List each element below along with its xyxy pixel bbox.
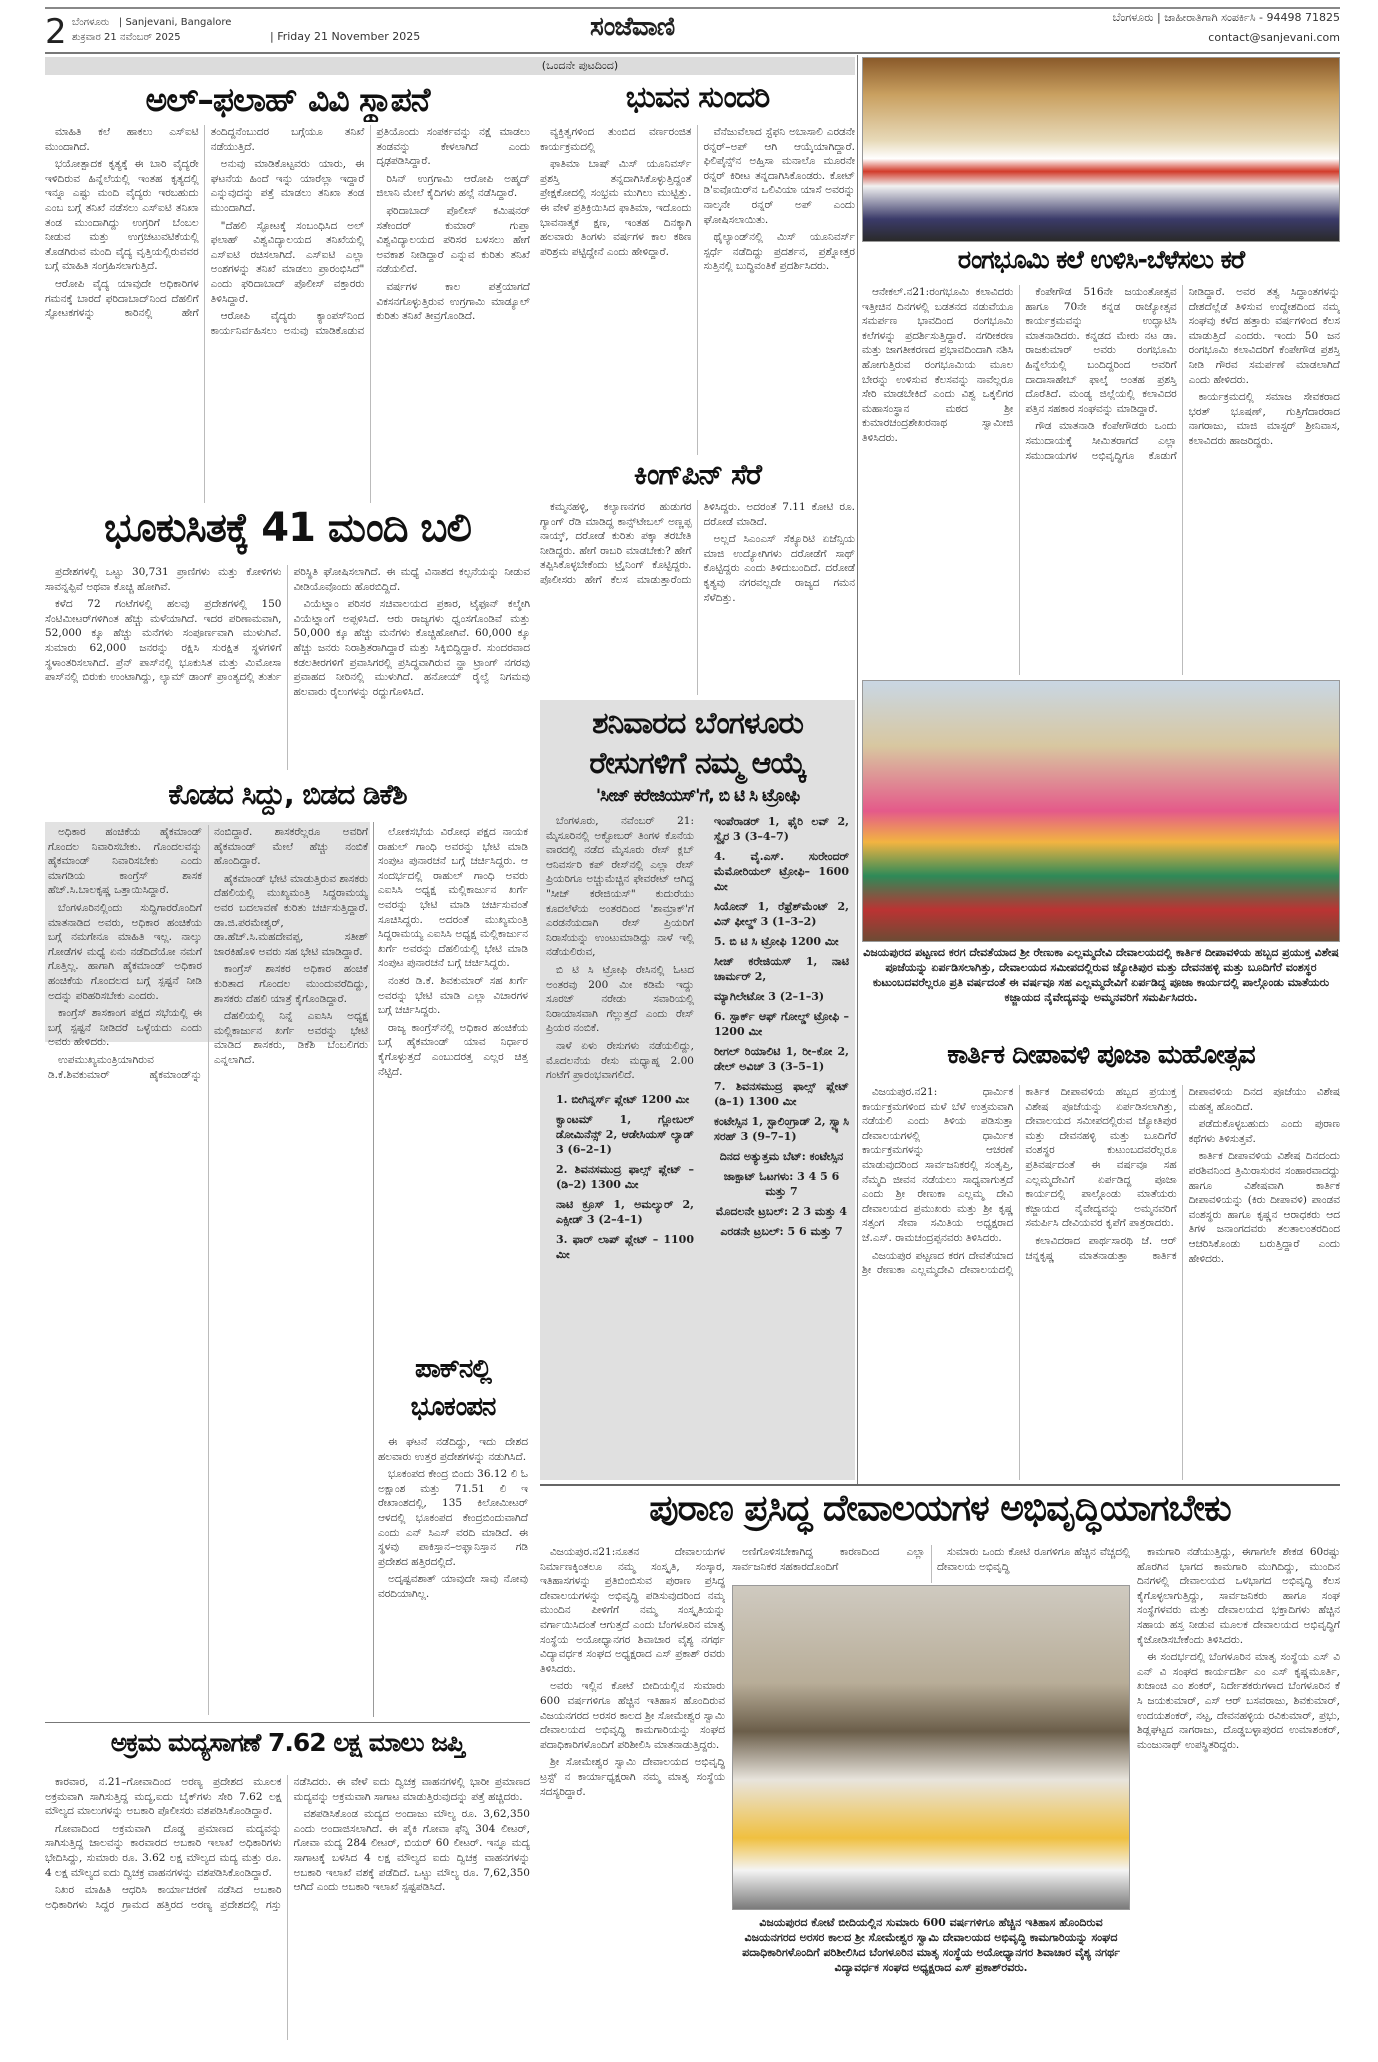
- paragraph: ದೆಹಲಿಯಲ್ಲಿ ನಿನ್ನೆ ಎಐಸಿಸಿ ಅಧ್ಯಕ್ಷ ಮಲ್ಲಿಕಾರ್ಜುನ ಖರ್ಗೆ ಅವರನ್ನು ಭೇಟಿ ಮಾಡಿದ ಶಾಸಕರು, ಡಿಕೆಶಿ ಬೆಂಬಲಿಗರು ಎನ್ನಲಾಗಿದೆ.: [214, 1010, 368, 1066]
- edition: | Sanjevani, Bangalore: [118, 17, 232, 28]
- divider: [373, 822, 374, 1717]
- paragraph: ವಿಜಯಪುರ.ನ21: ಧಾರ್ಮಿಕ ಕಾರ್ಯಕ್ರಮಗಳಿಂದ ಮಳೆ ಬೆಳೆ ಉತ್ತಮವಾಗಿ ನಡೆಯಲಿ ಎಂದು ತಿಳಿಯ ಪಡಿಸುತ್ತಾ ದೇವಾಲಯಗಳಲ್ಲಿ ಧಾರ್ಮಿಕ ಕಾರ್ಯಕ್ರಮಗಳನ್ನು ಆಚರಣೆ ಮಾಡುವುದರಿಂದ ಸಾರ್ವಜನಿಕರಲ್ಲಿ ಸಂತೃಪ್ತಿ, ನೆಮ್ಮದಿ ಜೀವನ ನಡೆಯಲು ಸಾಧ್ಯವಾಗುತ್ತದೆ ಎಂದು ಶ್ರೀ ರೇಣುಕಾ ಎಲ್ಲಮ್ಮ ದೇವಿ ದೇವಾಲಯದ ಪ್ರಮುಖರು ಮತ್ತು ಶ್ರೀ ಕೃಷ್ಣ ಸತ್ಸಂಗ ಸೇವಾ ಸಮಿತಿಯ ಅಧ್ಯಕ್ಷರಾದ ಜೆ.ಎಸ್. ರಾಮಚಂದ್ರಪ್ಪನವರು ತಿಳಿಸಿದರು.: [862, 1086, 1014, 1244]
- paragraph: ಇಂಪೆರಾಡರ್ 1, ಫೈರಿ ಲವ್ 2, ಸ್ವೈರ 3 (3–4–7): [714, 815, 849, 843]
- paragraph: ಮೊದಲನೇ ಟ್ರಬಲ್: 2 3 ಮತ್ತು 4: [715, 1205, 848, 1218]
- paragraph: ಆರೋಪಿ ವೈದ್ಯರು ಕ್ಯಾಂಪಸ್‌ನಿಂದ ಕಾರ್ಯನಿರ್ವಹಿಸಲು ಅನುವು ಮಾಡಿಕೊಡುವ ಪ್ರತಿಯೊಂದು ಸಂಪರ್ಕವನ್ನು ನಕ್ಷೆ ಮಾಡಲು ತಂಡವನ್ನು ಕೇಳಲಾಗಿದೆ ಎಂದು ದೃಢಪಡಿಸಿದ್ದಾರೆ.: [210, 126, 530, 337]
- article-bhukusita-body: [45, 565, 530, 770]
- paragraph: ಥೈಲ್ಯಾಂಡ್‌ನಲ್ಲಿ ಮಿಸ್ ಯೂನಿವರ್ಸ್ ಸ್ಪರ್ಧೆ ನಡೆದಿದ್ದು ಪ್ರದರ್ಶನ, ಪ್ರಶ್ನೋತ್ತರ ಸುತ್ತಿನಲ್ಲಿ ಬುದ್ಧಿವಂತಿಕೆ ಪ್ರದರ್ಶಿಸಿದರು.: [703, 231, 855, 273]
- paragraph: ನಾಳೆ ಏಳು ರೇಸುಗಳು ನಡೆಯಲಿದ್ದು, ಮೊದಲನೆಯ ರೇಸು ಮಧ್ಯಾಹ್ನ 2.00 ಗಂಟೆಗೆ ಪ್ರಾರಂಭವಾಗಲಿದೆ.: [546, 1039, 694, 1082]
- race-subhead: 'ಸೀಜ್ ಕರೇಜಿಯಸ್'ಗೆ, ಬಿ ಟಿ ಸಿ ಟ್ರೋಫಿ: [595, 786, 800, 806]
- paragraph: 2. ಶಿವನಸಮುದ್ರ ಫಾಲ್ಸ್ ಪ್ಲೇಟ್ –(ಡಿ–2) 1300 ಮೀ: [556, 1162, 694, 1191]
- paragraph: ಅವರು ಇಲ್ಲಿನ ಕೋಟೆ ಬೀದಿಯಲ್ಲಿನ ಸುಮಾರು 600 ವರ್ಷಗಳಿಗೂ ಹೆಚ್ಚಿನ ಇತಿಹಾಸ ಹೊಂದಿರುವ ವಿಜಯನಗರದ ಅರಸರ ಕಾಲದ ಶ್ರೀ ಸೋಮೇಶ್ವರ ಸ್ವಾಮಿ ದೇವಾಲಯದ ಅಭಿವೃದ್ಧಿ ಕಾಮಗಾರಿಯನ್ನು ಸಂಘದ ಪದಾಧಿಕಾರಿಗಳೊಂದಿಗೆ ಪರಿಶೀಲಿಸಿ ಮಾತನಾಡುತ್ತಿದ್ದರು.: [540, 1680, 725, 1751]
- photo-caption-pooja: ವಿಜಯಪುರದ ಪಟ್ಟಣದ ಕರಗ ದೇವತೆಯಾದ ಶ್ರೀ ರೇಣುಕಾ ಎಲ್ಲಮ್ಮದೇವಿ ದೇವಾಲಯದಲ್ಲಿ ಕಾರ್ತಿಕ ದೀಪಾವಳಿಯ ಹಬ್ಬದ ಪ್ರಯುಕ್ತ ವಿಶೇಷ ಪೂಜೆಯನ್ನು ಏರ್ಪಡಿಸಲಾಗಿತ್ತು, ದೇವಾಲಯದ ಸಮೀಪದಲ್ಲಿರುವ ಜ್ಯೋತಿಪುರ ಮತ್ತು ದೇವನಹಳ್ಳಿ ಮತ್ತು ಬೂದಿಗೆರೆ ವಂಶಸ್ಥರ ಕುಟುಂಬದವರೆಲ್ಲರೂ ಪ್ರತಿ ವರ್ಷದಂತೆ ಈ ವರ್ಷವೂ ಸಹ ಎಲ್ಲಮ್ಮದೇವಿಗೆ ಏರ್ಪಡಿದ್ದ ಪೂಜಾ ಕಾರ್ಯದಲ್ಲಿ ಪಾಲ್ಗೊಂಡು ಮಾತೆಯರು ಕಜ್ಜಾಯದ ನೈವೇದ್ಯವನ್ನು ಅಮ್ಮನವರಿಗೆ ಸಮರ್ಪಿಸಿದರು.: [863, 946, 1339, 1004]
- header-contact: [1000, 8, 1340, 48]
- article-karthika-body: [862, 1085, 1340, 1480]
- headline-karthika: ಕಾರ್ತಿಕ ದೀಪಾವಳಿ ಪೂಜಾ ಮಹೋತ್ಸವ: [947, 1040, 1255, 1070]
- masthead-logo: ಸಂಜೆವಾಣಿ: [590, 12, 675, 42]
- paragraph: ಕಾಮಗಾರಿ ನಡೆಯುತ್ತಿದ್ದು, ಈಗಾಗಲೇ ಶೇಕಡ 60ರಷ್ಟು ಹೊರಗಿನ ಭಾಗದ ಕಾಮಗಾರಿ ಮುಗಿದಿದ್ದು, ಮುಂದಿನ ದಿನಗಳಲ್ಲಿ ದೇವಾಲಯದ ಒಳಭಾಗದ ಅಭಿವೃದ್ಧಿ ಕೆಲಸ ಕೈಗೊಳ್ಳಲಾಗುತ್ತಿದ್ದು, ಸಾರ್ವಜನಿಕರು ಹಾಗೂ ಸಂಘ ಸಂಸ್ಥೆಗಳವರು ಮತ್ತು ದೇವಾಲಯದ ಭಕ್ತಾದಿಗಳು ಹೆಚ್ಚಿನ ಸಹಾಯ ಹಸ್ತ ನೀಡುವ ಮೂಲಕ ದೇವಾಲಯದ ಅಭಿವೃದ್ಧಿಗೆ ಕೈಜೋಡಿಸಬೇಕೆಂದು ತಿಳಿಸಿದರು.: [1137, 1546, 1340, 1646]
- paragraph: ಆನೇಕಲ್.ನ21:ರಂಗಭೂಮಿ ಕಲಾವಿದರು ಇತ್ತೀಚಿನ ದಿನಗಳಲ್ಲಿ ಬಡತನದ ನಡುವೆಯೂ ಸಮರ್ಪಣ ಭಾವದಿಂದ ರಂಗಭೂಮಿ ಕಲೆಗಳನ್ನು ಪ್ರದರ್ಶಿಸುತ್ತಿದ್ದಾರೆ. ನಗರೀಕರಣ ಮತ್ತು ಜಾಗತೀಕರಣದ ಪ್ರಭಾವದಿಂದಾಗಿ ನಶಿಸಿ ಹೋಗುತ್ತಿರುವ ರಂಗಭೂಮಿಯ ಮೂಲ ಬೇರನ್ನು ಉಳಿಸುವ ಕೆಲಸವನ್ನು ನಾವೆಲ್ಲರೂ ಸೇರಿ ಮಾಡಬೇಕಿದೆ ಎಂದು ವಿಶ್ವ ಒಕ್ಕಲಿಗರ ಮಹಾಸಂಸ್ಥಾನ ಮಠದ ಶ್ರೀ ಕುಮಾರಚಂದ್ರಶೇಖರನಾಥ ಸ್ವಾಮೀಜಿ ತಿಳಿಸಿದರು.: [862, 286, 1014, 444]
- paragraph: ಪಡೆದುಕೊಳ್ಳಬಹುದು ಎಂದು ಪುರಾಣ ಕಥೆಗಳು ತಿಳಿಸುತ್ತವೆ.: [1188, 1118, 1340, 1145]
- paragraph: ಜಾಕ್ಪಾಟ್ ಓಟಗಳು: 3 4 5 6 ಮತ್ತು 7: [723, 1170, 840, 1198]
- paragraph: ರಿಸಿನ್ ಉಗ್ರಗಾಮಿ ಆರೋಪಿ ಅಹ್ಮದ್ ಜಿಲಾನಿ ಮೇಲೆ ಕೈದಿಗಳು ಹಲ್ಲೆ ನಡೆಸಿದ್ದಾರೆ.: [376, 172, 530, 200]
- paragraph: ಕಾರ್ಯಕ್ರಮದಲ್ಲಿ ಸಮಾಜ ಸೇವಕರಾದ ಭರತ್ ಭೂಷಣ್, ಗುತ್ತಿಗೆದಾರರಾದ ನಾಗರಾಜು, ಮಾಜಿ ಮಾಸ್ಟರ್ ಶ್ರೀನಿವಾಸ, ಕಲಾವಿದರು ಹಾಜರಿದ್ದರು.: [1188, 391, 1340, 447]
- ad-contact: ಬೆಂಗಳೂರು | ಜಾಹೀರಾತಿಗಾಗಿ ಸಂಪರ್ಕಿಸಿ - 94498 71825: [1112, 11, 1340, 24]
- header-rule: [45, 52, 1340, 54]
- headline-pak-line1: ಪಾಕ್‌ನಲ್ಲಿ: [414, 1354, 492, 1384]
- headline-rangabhoomi: ರಂಗಭೂಮಿ ಕಲೆ ಉಳಿಸಿ-ಬೆಳೆಸಲು ಕರೆ: [957, 245, 1245, 274]
- paragraph: ಕಾರವಾರ, ನ.21–ಗೋವಾದಿಂದ ಅರಣ್ಯ ಪ್ರದೇಶದ ಮೂಲಕ ಅಕ್ರಮವಾಗಿ ಸಾಗಿಸುತ್ತಿದ್ದ ಮದ್ಯ,ಐದು ಬೈಕ್‌ಗಳು ಸೇರಿ 7.62 ಲಕ್ಷ ಮೌಲ್ಯದ ಮಾಲುಗಳನ್ನು ಅಬಕಾರಿ ಪೊಲೀಸರು ವಶಪಡಿಸಿಕೊಂಡಿದ್ದಾರೆ.: [45, 1776, 282, 1818]
- paragraph: ಈ ಘಟನೆ ನಡೆದಿದ್ದು, ಇದು ದೇಶದ ಹಲವಾರು ಉತ್ತರ ಪ್ರದೇಶಗಳನ್ನು ನಡುಗಿಸಿದೆ.: [378, 1436, 528, 1463]
- paragraph: ಉಪಮುಖ್ಯಮಂತ್ರಿಯಾಗಿರುವ ಡಿ.ಕೆ.ಶಿವಕುಮಾರ್ ಹೈಕಮಾಂಡ್‌ನ್ನು ನಂಬಿದ್ದಾರೆ. ಶಾಸಕರೆಲ್ಲರೂ ಅವರಿಗೆ ಹೈಕಮಾಂಡ್ ಮೇಲೆ ಹೆಚ್ಚು ನಂಬಿಕೆ ಹೊಂದಿದ್ದಾರೆ.: [48, 826, 368, 1081]
- paragraph: 4. ವೈ.ಎಸ್. ಸುರೇಂದರ್ ಮೆಮೋರಿಯಲ್ ಟ್ರೋಫಿ– 1600 ಮೀ: [714, 850, 849, 893]
- paragraph: ಕ್ವಾಂಟಮ್ 1, ಗ್ಲೋಬಲ್ ಡೋಮಿನೆನ್ಸ್ 2, ಆಡೇಸಿಯಸ್ ಲ್ಯಾಡ್ 3 (6–2–1): [556, 1112, 694, 1156]
- paragraph: ನಾಟಿ ಕ್ರೂಸ್ 1, ಅಮಲ್ಯುರ್ 2, ಎಕ್ಸೀಡ್ 3 (2–4–1): [556, 1197, 694, 1226]
- article-kingpin-body: [540, 500, 855, 695]
- headline-pak: [378, 1350, 528, 1426]
- race-body: [546, 814, 694, 1086]
- paragraph: ಕಲಾವಿದರಾದ ಪಾರ್ಥಸಾರಥಿ ಜೆ. ಆರ್ ಚನ್ನಕೃಷ್ಣ ಮಾತನಾಡುತ್ತಾ ಕಾರ್ತಿಕ ದೀಪಾವಳಿಯ ದಿನದ ಪೂಜೆಯು ವಿಶೇಷ ಮಹತ್ವ ಹೊಂದಿದೆ.: [1025, 1086, 1340, 1262]
- paragraph: ಭಯೋತ್ಪಾದಕ ಕೃತ್ಯಕ್ಕೆ ಈ ಬಾರಿ ವೈದ್ಯರೇ ಇಳಿದಿರುವ ಹಿನ್ನೆಲೆಯಲ್ಲಿ ಇಂತಹ ಕೃತ್ಯದಲ್ಲಿ ಇನ್ನೂ ಎಷ್ಟು ಮಂದಿ ವೈದ್ಯರು ಇರಬಹುದು ಎಂಬ ಬಗ್ಗೆ ತನಿಖೆ ನಡೆಸಲು ಎಸ್ಐಟಿ ತನಿಖಾ ತಂಡ ಮುಂದಾಗಿದ್ದು ಉಗ್ರರಿಗೆ ಬೆಂಬಲ ನೀಡುವ ಮತ್ತು ಉಗ್ರಚಟುವಟಿಕೆಯಲ್ಲಿ ತೊಡಗಿರುವ ಮಂದಿ ವೈದ್ಯ ವೃತ್ತಿಯಲ್ಲಿರುವವರ ಬಗ್ಗೆ ಮಾಹಿತಿ ಸಂಗ್ರಹಿಸಲಾಗುತ್ತಿದೆ.: [45, 158, 199, 273]
- paragraph: ಕೆಂಪೇಗೌಡ 516ನೇ ಜಯಂತೋತ್ಸವ ಹಾಗೂ 70ನೇ ಕನ್ನಡ ರಾಜ್ಯೋತ್ಸವ ಕಾರ್ಯಕ್ರಮವನ್ನು ಉದ್ಘಾಟಿಸಿ ಮಾತನಾಡಿದರು. ಕನ್ನಡದ ಮೇರು ನಟ ಡಾ. ರಾಜಕುಮಾರ್ ಅವರು ರಂಗಭೂಮಿ ಹಿನ್ನೆಲೆಯಲ್ಲಿ ಬಂದಿದ್ದರಿಂದ ಅವರಿಗೆ ದಾದಾಸಾಹೇಬ್ ಫಾಲ್ಕೆ ಅಂತಹ ಪ್ರಶಸ್ತಿ ದೊರೆತಿದೆ. ಮಂಡ್ಯ ಜಿಲ್ಲೆಯಲ್ಲಿ ಕಲಾವಿದರ ಪತ್ತಿನ ಸಹಕಾರ ಸಂಘವನ್ನು ಮಾಡಿದ್ದಾರೆ.: [1025, 286, 1177, 415]
- paragraph: ವಿಜಯಪುರ.ನ21:ನೂತನ ದೇವಾಲಯಗಳ ನಿರ್ಮಾಣಕ್ಕಿಂತಲೂ ನಮ್ಮ ಸಂಸ್ಕೃತಿ, ಸಂಸ್ಕಾರ, ಇತಿಹಾಸಗಳನ್ನು ಪ್ರತಿಬಿಂಬಿಸುವ ಪುರಾಣ ಪ್ರಸಿದ್ಧ ದೇವಾಲಯಗಳನ್ನು ಅಭಿವೃದ್ಧಿ ಪಡಿಸುವುದರಿಂದ ನಮ್ಮ ಮುಂದಿನ ಪೀಳಿಗೆಗೆ ನಮ್ಮ ಸಂಸ್ಕೃತಿಯನ್ನು ವರ್ಗಾಯಿಸಿದಂತೆ ಆಗುತ್ತದೆ ಎಂದು ಬೆಂಗಳೂರಿನ ಮಾತೃ ಸಂಸ್ಥೆಯ ಅಯೋಧ್ಯಾನಗರ ಶಿವಾಚಾರ ವೈಶ್ಯ ನಗರ್ಥ ವಿದ್ಯಾವರ್ಧಕ ಸಂಘದ ಅಧ್ಯಕ್ಷರಾದ ಎಸ್ ಪ್ರಕಾಶ್ ರವರು ತಿಳಿಸಿದರು.: [540, 1546, 725, 1675]
- paragraph: 6. ಸ್ಪಾರ್ಕ್ ಆಫ್ ಗೋಲ್ಡ್ ಟ್ರೋಫಿ – 1200 ಮೀ: [714, 1010, 849, 1038]
- article-akrama-body: [45, 1775, 530, 2040]
- paragraph: ಕಮ್ಮನಹಳ್ಳಿ, ಕಲ್ಯಾಣನಗರ ಹುಡುಗರ ಗ್ಯಾಂಗ್ ರೆಡಿ ಮಾಡಿದ್ದ ಕಾನ್ಸ್‌ಟೇಬಲ್ ಅಣ್ಣಪ್ಪ ನಾಯ್ಕ್, ದರೋಡೆ ಕುರಿತು ಪಕ್ಕಾ ತರಬೇತಿ ನೀಡಿದ್ದರು. ಹೇಗೆ ರಾಬರಿ ಮಾಡಬೇಕು? ಹೇಗೆ ತಪ್ಪಿಸಿಕೊಳ್ಳಬೇಕೆಂದು ಟ್ರೈನಿಂಗ್ ಕೊಟ್ಟಿದ್ದರು. ಪೊಲೀಸರು ಹೇಗೆ ಕೆಲಸ ಮಾಡುತ್ತಾರೆಂದು ತಿಳಿಸಿದ್ದರು. ಅದರಂತೆ 7.11 ಕೋಟಿ ರೂ. ದರೋಡೆ ಮಾಡಿದೆ.: [540, 501, 855, 586]
- continued-band: (ಒಂದನೇ ಪುಟದಿಂದ): [45, 57, 855, 75]
- paragraph: ಈ ಸಂದರ್ಭದಲ್ಲಿ ಬೆಂಗಳೂರಿನ ಮಾತೃ ಸಂಸ್ಥೆಯ ಎಸ್ ವಿ ಎನ್ ವಿ ಸಂಘದ ಕಾರ್ಯದರ್ಶಿ ಎಂ ಎಸ್ ಕೃಷ್ಣಮೂರ್ತಿ, ಖಜಾಂಚಿ ಎಂ ಶಂಕರ್, ನಿರ್ದೇಶಕರುಗಳಾದ ಬೆಂಗಳೂರಿನ ಕೆ ಸಿ ಜಯಕುಮಾರ್, ಎಸ್ ಆರ್ ಬಸವರಾಜು, ಶಿವಕುಮಾರ್, ಉದಯಶಂಕರ್, ನಟ್ಟ, ದೇವನಹಳ್ಳಿಯ ರವಿಕುಮಾರ್, ಪ್ರಭು, ಶಿಡ್ಲಘಟ್ಟದ ನಾಗರಾಜು, ದೊಡ್ಡಬಳ್ಳಾಪುರದ ಉಮಾಶಂಕರ್, ಮಂಜುನಾಥ್ ಉಪಸ್ಥಿತರಿದ್ದರು.: [1137, 1651, 1340, 1751]
- paragraph: ಹೈಕಮಾಂಡ್ ಭೇಟಿ ಮಾಡುತ್ತಿರುವ ಶಾಸಕರು ದೆಹಲಿಯಲ್ಲಿ ಮುಖ್ಯಮಂತ್ರಿ ಸಿದ್ದರಾಮಯ್ಯ ಅವರ ಬದಲಾವಣೆ ಕುರಿತು ಚರ್ಚಿಸುತ್ತಿದ್ದಾರೆ. ಡಾ.ಜಿ.ಪರಮೇಶ್ವರ್, ಡಾ.ಹೆಚ್.ಸಿ.ಮಹದೇವಪ್ಪ, ಸತೀಶ್ ಜಾರಕಿಹೊಳಿ ಅವರು ಸಹ ಭೇಟಿ ಮಾಡಿದ್ದಾರೆ.: [214, 872, 368, 958]
- paragraph: ಫರಿದಾಬಾದ್ ಪೊಲೀಸ್ ಕಮಿಷನರ್ ಸತೇಂದರ್ ಕುಮಾರ್ ಗುಪ್ತಾ ವಿಶ್ವವಿದ್ಯಾಲಯದ ಪರಿಸರ ಬಳಸಲು ಹೇಗೆ ಅವಕಾಶ ನೀಡಿದ್ದಾರೆ ಎನ್ನುವ ಕುರಿತು ತನಿಖೆ ನಡೆಯಲಿದೆ.: [376, 204, 530, 276]
- headline-alfalah: ಅಲ್–ಫಲಾಹ್ ವಿವಿ ಸ್ಥಾಪನೆ: [145, 80, 430, 119]
- race-headline-line1: ಶನಿವಾರದ ಬೆಂಗಳೂರು: [592, 706, 803, 741]
- divider: [540, 1484, 1340, 1486]
- headline-pak-line2: ಭೂಕಂಪನ: [410, 1392, 496, 1422]
- paragraph: ಅಧಿಕಾರ ಹಂಚಿಕೆಯ ಹೈಕಮಾಂಡ್ ಗೊಂದಲ ನಿವಾರಿಸಬೇಕು. ಗೊಂದಲವನ್ನು ಹೈಕಮಾಂಡ್ ನಿವಾರಿಸಬೇಕು ಎಂದು ಮಾಗಡಿಯ ಕಾಂಗ್ರೆಸ್ ಶಾಸಕ ಹೆಚ್.ಸಿ.ಬಾಲಕೃಷ್ಣ ಒತ್ತಾಯಿಸಿದ್ದಾರೆ.: [48, 826, 202, 897]
- headline-purana: ಪುರಾಣ ಪ್ರಸಿದ್ಧ ದೇವಾಲಯಗಳ ಅಭಿವೃದ್ಧಿಯಾಗಬೇಕು: [649, 1488, 1231, 1529]
- article-kodada-col3: [378, 825, 528, 1345]
- paragraph: ಸಿಯೋನ್ 1, ರೆಫ್ರೆಶ್‌ಮೆಂಟ್ 2, ವಿನ್ ಫೀಲ್ಡ್ 3 (1–3–2): [714, 900, 849, 928]
- paragraph: ಬಿ ಟಿ ಸಿ ಟ್ರೋಫಿ ರೇಸಿನಲ್ಲಿ ಓಟದ ಅಂತರವು 200 ಮೀ ಕಡಿಮೆ ಇದ್ದು ಸೂರಜ್ ನರೇಡು ಸವಾರಿಯಲ್ಲಿ ನಿರಾಯಾಸವಾಗಿ ಗೆಲ್ಲುತ್ತದೆ ಎಂದು ರೇಸ್ ಪ್ರಿಯರ ನಂಬಿಕೆ.: [546, 963, 694, 1035]
- article-purana-col1: [540, 1545, 725, 2040]
- paragraph: ಬೆಂಗಳೂರಿನಲ್ಲಿಂದು ಸುದ್ದಿಗಾರರೊಂದಿಗೆ ಮಾತನಾಡಿದ ಅವರು, ಅಧಿಕಾರ ಹಂಚಿಕೆಯ ಬಗ್ಗೆ ನಮಗೇನೂ ಮಾಹಿತಿ ಇಲ್ಲ. ನಾಲ್ಕು ಗೋಡೆಗಳ ಮಧ್ಯೆ ಏನು ನಡೆದಿದೆಯೋ ನಮಗೆ ಗೊತ್ತಿಲ್ಲ. ಹಾಗಾಗಿ ಹೈಕಮಾಂಡ್ ಅಧಿಕಾರ ಹಂಚಿಕೆಯ ಗೊಂದಲದ ಬಗ್ಗೆ ಸ್ಪಷ್ಟನೆ ನೀಡಿ ಅದನ್ನು ಪರಿಹರಿಸಬೇಕು ಎಂದರು.: [48, 901, 202, 1002]
- paragraph: ಗೋವಾದಿಂದ ಅಕ್ರಮವಾಗಿ ದೊಡ್ಡ ಪ್ರಮಾಣದ ಮದ್ಯವನ್ನು ಸಾಗಿಸುತ್ತಿದ್ದ ಜಾಲವನ್ನು ಕಾರವಾರದ ಅಬಕಾರಿ ಇಲಾಖೆ ಅಧಿಕಾರಿಗಳು ಭೇದಿಸಿದ್ದು, ಸುಮಾರು ರೂ. 3.62 ಲಕ್ಷ ಮೌಲ್ಯದ ಮದ್ಯ ಮತ್ತು ರೂ. 4 ಲಕ್ಷ ಮೌಲ್ಯದ ಐದು ದ್ವಿಚಕ್ರ ವಾಹನಗಳನ್ನು ವಶಪಡಿಸಿಕೊಂಡಿದ್ದಾರೆ.: [45, 1822, 282, 1879]
- paragraph: ವಶಪಡಿಸಿಕೊಂಡ ಮದ್ಯದ ಅಂದಾಜು ಮೌಲ್ಯ ರೂ. 3,62,350 ಎಂದು ಅಂದಾಜಿಸಲಾಗಿದೆ. ಈ ಪೈಕಿ ಗೋವಾ ಫೆನ್ನಿ 304 ಲೀಟರ್, ಗೋವಾ ಮದ್ಯ 284 ಲೀಟರ್, ಬಿಯರ್ 60 ಲೀಟರ್. ಇನ್ನೂ ಮದ್ಯ ಸಾಗಾಟಕ್ಕೆ ಬಳಸಿದ 4 ಲಕ್ಷ ಮೌಲ್ಯದ ಐದು ದ್ವಿಚಕ್ರ ವಾಹನಗಳನ್ನು ಅಬಕಾರಿ ಇಲಾಖೆ ವಶಕ್ಕೆ ಪಡೆದಿದೆ. ಒಟ್ಟು ಮೌಲ್ಯ ರೂ. 7,62,350 ಆಗಿದೆ ಎಂದು ಅಬಕಾರಿ ಇಲಾಖೆ ಸ್ಪಷ್ಟಪಡಿಸಿದೆ.: [293, 1808, 530, 1894]
- date-kn: ಶುಕ್ರವಾರ 21 ನವೆಂಬರ್ 2025: [72, 32, 181, 43]
- city-kn: ಬೆಂಗಳೂರು: [72, 17, 110, 28]
- paragraph: ದಿನದ ಅತ್ಯುತ್ತಮ ಬೆಟ್: ಕಂಟೇಸ್ಸಿನ: [719, 1150, 844, 1163]
- paragraph: ಕಂಟೇಸ್ಸಿನ 1, ಸ್ಟಾಲಿಂಗ್ರಾಡ್ 2, ಸ್ವ್ಯಾಸಿ ಸರಹ್ 3 (9–7–1): [714, 1115, 849, 1143]
- paragraph: ಅದೃಷ್ಟವಶಾತ್ ಯಾವುದೇ ಸಾವು ನೋವು ವರದಿಯಾಗಿಲ್ಲ.: [378, 1573, 528, 1600]
- paragraph: 5. ಬಿ ಟಿ ಸಿ ಟ್ರೋಫಿ 1200 ಮೀ: [714, 935, 839, 948]
- paragraph: ನಂತರ ಡಿ.ಕೆ. ಶಿವಕುಮಾರ್ ಸಹ ಖರ್ಗೆ ಅವರನ್ನು ಭೇಟಿ ಮಾಡಿ ಎಲ್ಲಾ ವಿಚಾರಗಳ ಬಗ್ಗೆ ಚರ್ಚಿಸಿದ್ದರು.: [378, 974, 528, 1017]
- article-purana-top: [732, 1545, 1130, 1583]
- paragraph: ಅನುವು ಮಾಡಿಕೊಟ್ಟವರು ಯಾರು, ಈ ಘಟನೆಯ ಹಿಂದೆ ಇನ್ನು ಯಾರೆಲ್ಲಾ ಇದ್ದಾರೆ ಎನ್ನುವುದನ್ನು ಪತ್ತೆ ಮಾಡಲು ತನಿಖಾ ತಂಡ ಮುಂದಾಗಿದೆ.: [210, 158, 365, 214]
- race-headline-line2: ರೇಸುಗಳಿಗೆ ನಮ್ಮ ಆಯ್ಕೆ: [589, 746, 806, 781]
- email-link[interactable]: contact@sanjevani.com: [1208, 31, 1340, 44]
- paragraph: ಆರೋಪಿ ವೈದ್ಯ ಯಾವುದೇ ಅಧಿಕಾರಿಗಳ ಗಮನಕ್ಕೆ ಬಾರದೆ ಫರಿದಾಬಾದ್‌ನಿಂದ ದೆಹಲಿಗೆ ಸ್ಫೋಟಕಗಳನ್ನು ಕಾರಿನಲ್ಲಿ ಹೇಗೆ ತಂದಿದ್ದನೆಂಬುದರ ಬಗ್ಗೆಯೂ ತನಿಖೆ ನಡೆಯುತ್ತಿದೆ.: [45, 126, 365, 320]
- race-tips-right: [704, 814, 849, 1149]
- page-number: 2: [45, 12, 67, 52]
- headline-kodada: ಕೊಡದ ಸಿದ್ದು, ಬಿಡದ ಡಿಕೆಶಿ: [168, 778, 407, 811]
- paragraph: ಭೂಕಂಪದ ಕೇಂದ್ರ ಬಿಂದು 36.12 ಲಿ ಓ ಅಕ್ಷಾಂಶ ಮತ್ತು 71.51 ಲಿ ಇ ರೇಖಾಂಶದಲ್ಲಿ, 135 ಕಿಲೋಮೀಟರ್ ಆಳದಲ್ಲಿ ಭೂಕಂಪದ ಕೇಂದ್ರಬಿಂದುವಾಗಿದೆ ಎಂದು ಎನ್ ಸಿಎಸ್ ವರದಿ ಮಾಡಿದೆ. ಈ ಸ್ಥಳವು ಪಾಕಿಸ್ತಾನ–ಅಫ್ಘಾನಿಸ್ತಾನ ಗಡಿ ಪ್ರದೇಶದ ಹತ್ತಿರದಲ್ಲಿದೆ.: [378, 1468, 528, 1568]
- headline-kingpin: ಕಿಂಗ್‌ಪಿನ್ ಸೆರೆ: [634, 458, 761, 491]
- article-kodada-body: [48, 825, 368, 1715]
- paragraph: ರಾಜ್ಯ ಕಾಂಗ್ರೆಸ್‌ನಲ್ಲಿ ಅಧಿಕಾರ ಹಂಚಿಕೆಯ ಬಗ್ಗೆ ಹೈಕಮಾಂಡ್ ಯಾವ ನಿರ್ಧಾರ ಕೈಗೊಳ್ಳುತ್ತದೆ ಎಂಬುದರತ್ತ ಎಲ್ಲರ ಚಿತ್ತ ನೆಟ್ಟಿದೆ.: [378, 1021, 528, 1078]
- date-en: | Friday 21 November 2025: [270, 30, 421, 43]
- divider: [45, 1722, 530, 1723]
- article-purana-col4: [1137, 1545, 1340, 2040]
- paragraph: ವರ್ಷಗಳ ಕಾಲ ಪತ್ತೆಯಾಗದೆ ವಿಕಸನಗೊಳ್ಳುತ್ತಿರುವ ಉಗ್ರಗಾಮಿ ಮಾಡ್ಯೂಲ್ ಕುರಿತು ತನಿಖೆ ತೀವ್ರಗೊಂಡಿದೆ.: [376, 280, 530, 323]
- paragraph: ಮ್ಯಾಗಿಲೇಟೋ 3 (2–1–3): [714, 990, 825, 1003]
- paragraph: ಸುಮಾರು ಒಂದು ಕೋಟಿ ರೂಗಳಿಗೂ ಹೆಚ್ಚಿನ ವೆಚ್ಚದಲ್ಲಿ ದೇವಾಲಯ ಅಭಿವೃದ್ಧಿ: [937, 1546, 1130, 1573]
- photo-temple-visit: [732, 1585, 1130, 1910]
- dateline: [72, 15, 231, 45]
- photo-caption-temple: ವಿಜಯಪುರದ ಕೋಟೆ ಬೀದಿಯಲ್ಲಿನ ಸುಮಾರು 600 ವರ್ಷಗಳಿಗೂ ಹೆಚ್ಚಿನ ಇತಿಹಾಸ ಹೊಂದಿರುವ ವಿಜಯನಗರದ ಅರಸರ ಕಾಲದ ಶ್ರೀ ಸೋಮೇಶ್ವರ ಸ್ವಾಮಿ ದೇವಾಲಯದ ಅಭಿವೃದ್ಧಿ ಕಾಮಗಾರಿಯನ್ನು ಸಂಘದ ಪದಾಧಿಕಾರಿಗಳೊಂದಿಗೆ ಪರಿಶೀಲಿಸಿದ ಬೆಂಗಳೂರಿನ ಮಾತೃ ಸಂಸ್ಥೆಯ ಅಯೋಧ್ಯಾನಗರ ಶಿವಾಚಾರ ವೈಶ್ಯ ನಗರ್ಥ ವಿದ್ಯಾವರ್ಧಕ ಸಂಘದ ಅಧ್ಯಕ್ಷರಾದ ಎಸ್ ಪ್ರಕಾಶ್‌ರವರು.: [742, 1916, 1120, 1974]
- paragraph: ವ್ಯಕ್ತಿತ್ವಗಳಿಂದ ತುಂಬಿದ ವರ್ಣರಂಜಿತ ಕಾರ್ಯಕ್ರಮದಲ್ಲಿ: [540, 126, 692, 153]
- paragraph: ವೆನೆಜುವೆಲಾದ ಸ್ಟೆಫನಿ ಅಬಾಸಾಲಿ ಎರಡನೇ ರನ್ನರ್–ಅಪ್ ಆಗಿ ಆಯ್ಕೆಯಾಗಿದ್ದಾರೆ. ಫಿಲಿಪೈನ್ಸ್‌ನ ಅಹ್ತಿಸಾ ಮನಾಲೊ ಮೂರನೇ ರನ್ನರ್ ಕಿರೀಟ ತನ್ನದಾಗಿಸಿಕೊಂಡರು. ಕೋಟ್ ಡಿ'ಐವೊಯಿರ್‌ನ ಒಲಿವಿಯಾ ಯಾಸೆ ಅವರನ್ನು ನಾಲ್ಕನೇ ರನ್ನರ್ ಅಪ್ ಎಂದು ಘೋಷಿಸಲಾಯಿತು.: [703, 126, 855, 226]
- race-tips-left: [546, 1092, 694, 1267]
- paragraph: 1. ಬೀಗಿನ್ನರ್ಸ್ ಪ್ಲೇಟ್ 1200 ಮೀ: [556, 1092, 690, 1106]
- paragraph: ಮಾಹಿತಿ ಕಲೆ ಹಾಕಲು ಎಸ್ಐಟಿ ಮುಂದಾಗಿದೆ.: [45, 126, 199, 153]
- paragraph: ಪ್ರದೇಶಗಳಲ್ಲಿ ಒಟ್ಟು 30,731 ಪ್ರಾಣಿಗಳು ಮತ್ತು ಕೋಳಿಗಳು ಸಾವನ್ನಪ್ಪಿವೆ ಅಥವಾ ಕೊಚ್ಚಿ ಹೋಗಿವೆ.: [45, 566, 282, 593]
- paragraph: ಗೌಡ ಮಾತನಾಡಿ ಕೆಂಪೇಗೌಡರು ಒಂದು ಸಮುದಾಯಕ್ಕೆ ಸೀಮಿತರಾಗದೆ ಎಲ್ಲಾ ಸಮುದಾಯಗಳ ಅಭಿವೃದ್ಧಿಗೂ ಕೊಡುಗೆ ನೀಡಿದ್ದಾರೆ. ಅವರ ತತ್ವ ಸಿದ್ಧಾಂತಗಳನ್ನು ದೇಶದೆಲ್ಲೆಡೆ ತಿಳಿಸುವ ಉದ್ದೇಶದಿಂದ ನಮ್ಮ ಸಂಘವು ಕಳೆದ ಹತ್ತಾರು ವರ್ಷಗಳಿಂದ ಕೆಲಸ ಮಾಡುತ್ತಿದೆ ಎಂದರು. ಇಂದು 50 ಜನ ರಂಗಭೂಮಿ ಕಲಾವಿದರಿಗೆ ಕೆಂಪೇಗೌಡ ಪ್ರಶಸ್ತಿ ನೀಡಿ ಗೌರವ ಸಮರ್ಪಣೆ ಮಾಡಲಾಗಿದೆ ಎಂದು ಹೇಳಿದರು.: [1025, 286, 1340, 462]
- paragraph: ಬೆಂಗಳೂರು, ನವೆಂಬರ್ 21: ಮೈಸೂರಿನಲ್ಲಿ ಅಕ್ಟೋಬರ್ ತಿಂಗಳ ಕೊನೆಯ ವಾರದಲ್ಲಿ ನಡೆದ ಮೈಸೂರು ರೇಸ್ ಕ್ಲಬ್ ಆನಿವರ್ಸರಿ ಕಪ್ ರೇಸ್‌ನಲ್ಲಿ ಎಲ್ಲಾ ರೇಸ್ ಪ್ರಿಯರಿಗೂ ಅಚ್ಚುಮೆಚ್ಚಿನ ಫೇವರೇಟ್ ಆಗಿದ್ದ "ಸೀಜ್ ಕರೇಜಿಯಸ್" ಕುದುರೆಯು ಕೂದಲೆಳೆಯ ಅಂತರದಿಂದ 'ಶಾಮ್ರಾಕ್'ಗೆ ಎರಡನೆಯದಾಗಿ ರೇಸ್ ಪ್ರಿಯರಿಗೆ ನಿರಾಸೆಯನ್ನು ಉಂಟುಮಾಡಿದ್ದು ನಾಳೆ ಇಲ್ಲಿ ನಡೆಯಲಿರುವ,: [546, 815, 694, 959]
- race-box: [540, 700, 855, 1480]
- photo-felicitation: [862, 57, 1340, 242]
- column-divider: [857, 55, 858, 1485]
- paragraph: ಕಾಂಗ್ರೆಸ್ ಶಾಸಕರ ಅಧಿಕಾರ ಹಂಚಿಕೆ ಕುರಿತಾದ ಗೊಂದಲ ಮುಂದುವರೆದಿದ್ದು, ಶಾಸಕರು ದೆಹಲಿ ಯಾತ್ರೆ ಕೈಗೊಂಡಿದ್ದಾರೆ.: [214, 963, 368, 1005]
- headline-bhuvana: ಭುವನ ಸುಂದರಿ: [625, 80, 770, 115]
- race-summary: [704, 1149, 849, 1244]
- article-rangabhoomi-body: [862, 285, 1340, 675]
- paragraph: ಶ್ರೀ ಸೋಮೇಶ್ವರ ಸ್ವಾಮಿ ದೇವಾಲಯದ ಅಭಿವೃದ್ಧಿ ಟ್ರಸ್ಟ್ ನ ಕಾರ್ಯಾಧ್ಯಕ್ಷರಾಗಿ ನಮ್ಮ ಮಾತೃ ಸಂಸ್ಥೆಯ ಸದಸ್ಯರಿದ್ದಾರೆ.: [540, 1756, 725, 1798]
- paragraph: ವಿಜಯಪುರ ಪಟ್ಟಣದ ಕರಗ ದೇವತೆಯಾದ ಶ್ರೀ ರೇಣುಕಾ ಎಲ್ಲಮ್ಮದೇವಿ ದೇವಾಲಯದಲ್ಲಿ ಕಾರ್ತಿಕ ದೀಪಾವಳಿಯ ಹಬ್ಬದ ಪ್ರಯುಕ್ತ ವಿಶೇಷ ಪೂಜೆಯನ್ನು ಏರ್ಪಡಿಸಲಾಗಿತ್ತು, ದೇವಾಲಯದ ಸಮೀಪದಲ್ಲಿರುವ ಜ್ಯೋತಿಪುರ ಮತ್ತು ದೇವನಹಳ್ಳಿ ಮತ್ತು ಬೂದಿಗೆರೆ ವಂಶಸ್ಥರ ಕುಟುಂಬದವರೆಲ್ಲರೂ ಪ್ರತಿವರ್ಷದಂತೆ ಈ ವರ್ಷವೂ ಸಹ ಎಲ್ಲಮ್ಮದೇವಿಗೆ ಏರ್ಪಡಿದ್ದ ಪೂಜಾ ಕಾರ್ಯದಲ್ಲಿ ಪಾಲ್ಗೊಂಡು ಮಾತೆಯರು ಕಜ್ಜಾಯದ ನೈವೇದ್ಯವನ್ನು ಅಮ್ಮನವರಿಗೆ ಸಮರ್ಪಿಸಿ ದೇವಿಯವರ ಕೃಪೆಗೆ ಪಾತ್ರರಾದರು.: [862, 1086, 1177, 1277]
- paragraph: ಅಲ್ಲದೆ ಸಿಎಂಎಸ್ ಸೆಕ್ಯೂರಿಟಿ ಏಜೆನ್ಸಿಯ ಮಾಜಿ ಉದ್ಯೋಗಿಗಳು ದರೋಡೆಗೆ ಸಾಥ್ ಕೊಟ್ಟಿದ್ದರು ಎಂದು ತಿಳಿದುಬಂದಿದೆ. ದರೋಡೆ ಕೃತ್ಯವು ನಗರವಲ್ಲದೇ ರಾಜ್ಯದ ಗಮನ ಸೆಳೆದಿತ್ತು.: [703, 533, 855, 604]
- paragraph: ಕಾರ್ತಿಕ ದೀಪಾವಳಿಯ ವಿಶೇಷ ದಿನದಂದು ಪರಶಿವನಿಂದ ತ್ರಿಮಿರಾಸುರನ ಸಂಹಾರವಾದದ್ದು ಹಾಗೂ ವಿಶೇಷವಾಗಿ ಕಾರ್ತಿಕ ದೀಪಾವಳಿಯನ್ನು (ಕಿರು ದೀಪಾವಳಿ) ಪಾಂಡವ ವಂಶಸ್ಥರು ಹಾಗೂ ಕೃಷ್ಣನ ಆರಾಧಕರು ಆದ ತಿಗಳ ಜನಾಂಗದವರು ತಲತಾಲಂತರದಿಂದ ಆಚರಿಸಿಕೊಂಡು ಬರುತ್ತಿದ್ದಾರೆ ಎಂದು ಹೇಳಿದರು.: [1188, 1150, 1340, 1265]
- photo-temple-pooja: [862, 680, 1340, 942]
- headline-bhukusita: ಭೂಕುಸಿತಕ್ಕೆ 41 ಮಂದಿ ಬಲಿ: [103, 505, 471, 551]
- paragraph: 7. ಶಿವನಸಮುದ್ರ ಫಾಲ್ಸ್ ಪ್ಲೇಟ್ (ಡಿ–1) 1300 ಮೀ: [714, 1080, 849, 1108]
- paragraph: ಕಳೆದ 72 ಗಂಟೆಗಳಲ್ಲಿ ಹಲವು ಪ್ರದೇಶಗಳಲ್ಲಿ 150 ಸೆಂಟಿಮೀಟರ್‌ಗಳಿಗಿಂತ ಹೆಚ್ಚು ಮಳೆಯಾಗಿದೆ. ಇದರ ಪರಿಣಾಮವಾಗಿ, 52,000 ಕ್ಕೂ ಹೆಚ್ಚು ಮನೆಗಳು ಸಂಪೂರ್ಣವಾಗಿ ಮುಳುಗಿವೆ. ಸುಮಾರು 62,000 ಜನರನ್ನು ರಕ್ಷಿಸಿ ಸುರಕ್ಷಿತ ಸ್ಥಳಗಳಿಗೆ ಸ್ಥಳಾಂತರಿಸಲಾಗಿದೆ. ಪ್ರೆನ್ ಪಾಸ್‌ನಲ್ಲಿ ಭೂಕುಸಿತ ಮತ್ತು ಮಿಮೋಸಾ ಪಾಸ್‌ನಲ್ಲಿ ಬಿರುಕು ಉಂಟಾಗಿದ್ದು, ಲ್ಯಾಮ್ ಡಾಂಗ್ ಪ್ರಾಂತ್ಯದಲ್ಲಿ ತುರ್ತು ಪರಿಸ್ಥಿತಿ ಘೋಷಿಸಲಾಗಿದೆ. ಈ ಮಧ್ಯೆ ವಿನಾಶದ ಕಲ್ಪನೆಯನ್ನು ನೀಡುವ ವೀಡಿಯೊವೊಂದು ಹೊರಬಿದ್ದಿದೆ.: [45, 566, 530, 684]
- paragraph: ನಿಖರ ಮಾಹಿತಿ ಆಧರಿಸಿ ಕಾರ್ಯಾಚರಣೆ ನಡೆಸಿದ ಅಬಕಾರಿ ಅಧಿಕಾರಿಗಳು ಸಿದ್ದರ ಗ್ರಾಮದ ಹತ್ತಿರದ ಅರಣ್ಯ ಪ್ರದೇಶದಲ್ಲಿ ಗಸ್ತು ನಡೆಸಿದರು. ಈ ವೇಳೆ ಐದು ದ್ವಿಚಕ್ರ ವಾಹನಗಳಲ್ಲಿ ಭಾರೀ ಪ್ರಮಾಣದ ಮದ್ಯವನ್ನು ಅಕ್ರಮವಾಗಿ ಸಾಗಾಟ ಮಾಡುತ್ತಿರುವುದನ್ನು ಪತ್ತೆ ಹಚ್ಚಿದರು.: [45, 1776, 530, 1911]
- paragraph: ಕಾಂಗ್ರೆಸ್ ಶಾಸಕಾಂಗ ಪಕ್ಷದ ಸಭೆಯಲ್ಲಿ ಈ ಬಗ್ಗೆ ಸ್ಪಷ್ಟನೆ ನೀಡಿದರೆ ಒಳ್ಳೆಯದು ಎಂದು ಅವರು ಹೇಳಿದರು.: [48, 1007, 202, 1049]
- paragraph: ಫಾತಿಮಾ ಬಾಷ್ ಮಿಸ್ ಯೂನಿವರ್ಸ್ ಪ್ರಶಸ್ತಿ ತನ್ನದಾಗಿಸಿಕೊಳ್ಳುತ್ತಿದ್ದಂತೆ ಪ್ರೇಕ್ಷಕೋದಲ್ಲಿ ಸಂಭ್ರಮ ಮುಗಿಲು ಮುಟ್ಟಿತ್ತು. ಈ ವೇಳೆ ಪ್ರತಿಕ್ರಿಯಿಸಿದ ಫಾತಿಮಾ, ಇದೊಂದು ಭಾವನಾತ್ಮಕ ಕ್ಷಣ, ಇಂತಹ ದಿನಕ್ಕಾಗಿ ಹಲವಾರು ತಿಂಗಳು ವರ್ಷಗಳ ಕಾಲ ಕಠಿಣ ಪರಿಶ್ರಮ ಪಟ್ಟಿದ್ದೇನೆ ಎಂದು ಹೇಳಿದ್ದಾರೆ.: [540, 158, 692, 258]
- article-bhuvana-body: [540, 125, 855, 455]
- paragraph: ಎರಡನೇ ಟ್ರಬಲ್: 5 6 ಮತ್ತು 7: [720, 1225, 843, 1238]
- paragraph: ಸೀಜ್ ಕರೇಜಿಯಸ್ 1, ನಾಟಿ ಚಾರ್ಮರ್ 2,: [714, 955, 849, 983]
- paragraph: 3. ಫಾರ್ ಲಾಪ್ ಪ್ಲೇಟ್ – 1100 ಮೀ: [556, 1232, 694, 1261]
- article-alfalah-body: [45, 125, 530, 503]
- paragraph: ಲೋಕಸಭೆಯ ವಿರೋಧ ಪಕ್ಷದ ನಾಯಕ ರಾಹುಲ್ ಗಾಂಧಿ ಅವರನ್ನು ಭೇಟಿ ಮಾಡಿ ಸಂಪುಟ ಪುನಾರಚನೆ ಬಗ್ಗೆ ಚರ್ಚಿಸಿದ್ದರು. ಆ ಸಂದರ್ಭದಲ್ಲಿ ರಾಹುಲ್ ಗಾಂಧಿ ಅವರು ಎಐಸಿಸಿ ಅಧ್ಯಕ್ಷ ಮಲ್ಲಿಕಾರ್ಜುನ ಖರ್ಗೆ ಅವರನ್ನು ಭೇಟಿ ಮಾಡಿ ಚರ್ಚಿಸುವಂತೆ ಸೂಚಿಸಿದ್ದರು. ಅದರಂತೆ ಮುಖ್ಯಮಂತ್ರಿ ಸಿದ್ದರಾಮಯ್ಯ ಎಐಸಿಸಿ ಅಧ್ಯಕ್ಷ ಮಲ್ಲಿಕಾರ್ಜುನ ಖರ್ಗೆ ಅವರನ್ನು ದೆಹಲಿಯಲ್ಲಿ ಭೇಟಿ ಮಾಡಿ ಸಂಪುಟ ಪುನಾರಚನೆ ಬಗ್ಗೆ ಚರ್ಚಿಸಿದ್ದರು.: [378, 826, 528, 970]
- paragraph: ವಿಯೆಟ್ನಾಂ ಪರಿಸರ ಸಚಿವಾಲಯದ ಪ್ರಕಾರ, ಟೈಫೂನ್ ಕಲ್ಮೇಗಿ ವಿಯೆಟ್ನಾಂಗೆ ಅಪ್ಪಳಿಸಿದೆ. ಆರು ರಾಜ್ಯಗಳು ಧ್ವಂಸಗೊಂಡಿವೆ ಮತ್ತು 50,000 ಕ್ಕೂ ಹೆಚ್ಚು ಮನೆಗಳು ಕೊಚ್ಚಿಹೋಗಿವೆ. 60,000 ಕ್ಕೂ ಹೆಚ್ಚು ಜನರು ನಿರಾಶ್ರಿತರಾಗಿದ್ದಾರೆ ಮತ್ತು ಸಿಕ್ಕಿಬಿದ್ದಿದ್ದಾರೆ. ಸುಂದರವಾದ ಕಡಲತೀರಗಳಿಗೆ ಪ್ರವಾಸಿಗರಲ್ಲಿ ಪ್ರಸಿದ್ಧವಾಗಿರುವ ನ್ಹಾ ಟ್ರಾಂಗ್ ನಗರವು ಪ್ರವಾಹದ ನೀರಿನಲ್ಲಿ ಮುಳುಗಿದೆ. ಹನೋಯ್ ರೈಲ್ವೆ ನಿಗಮವು ಹಲವಾರು ರೈಲುಗಳನ್ನು ರದ್ದುಗೊಳಿಸಿದೆ.: [293, 598, 530, 698]
- headline-akrama: ಅಕ್ರಮ ಮದ್ಯಸಾಗಣೆ 7.62 ಲಕ್ಷ ಮಾಲು ಜಪ್ತಿ: [110, 1728, 465, 1757]
- paragraph: ಅಣಿಗೊಳಿಸಬೇಕಾಗಿದ್ದ ಕಾರಣದಿಂದ ಎಲ್ಲಾ ಸಾರ್ವಜನಿಕರ ಸಹಕಾರದೊಂದಿಗೆ: [732, 1546, 925, 1573]
- article-pak-body: [378, 1435, 528, 1715]
- paragraph: "ದೆಹಲಿ ಸ್ಫೋಟಕ್ಕೆ ಸಂಬಂಧಿಸಿದ ಅಲ್ ಫಲಾಹ್ ವಿಶ್ವವಿದ್ಯಾಲಯದ ತನಿಖೆಯಲ್ಲಿ ಎಸ್ಐಟಿ ರಚಿಸಲಾಗಿದೆ. ಎಸ್ಐಟಿ ಎಲ್ಲಾ ಅಂಶಗಳನ್ನು ತನಿಖೆ ಮಾಡಲು ಪ್ರಾರಂಭಿಸಿದೆ" ಎಂದು ಫರಿದಾಬಾದ್ ಪೊಲೀಸ್ ವಕ್ತಾರರು ತಿಳಿಸಿದ್ದಾರೆ.: [210, 219, 365, 305]
- paragraph: ರೀಗಲ್ ರಿಯಾಲಿಟಿ 1, ರೀ–ಕೋ 2, ಡೇಲ್ ಅವಿಚ್ 3 (3–5–1): [714, 1045, 849, 1073]
